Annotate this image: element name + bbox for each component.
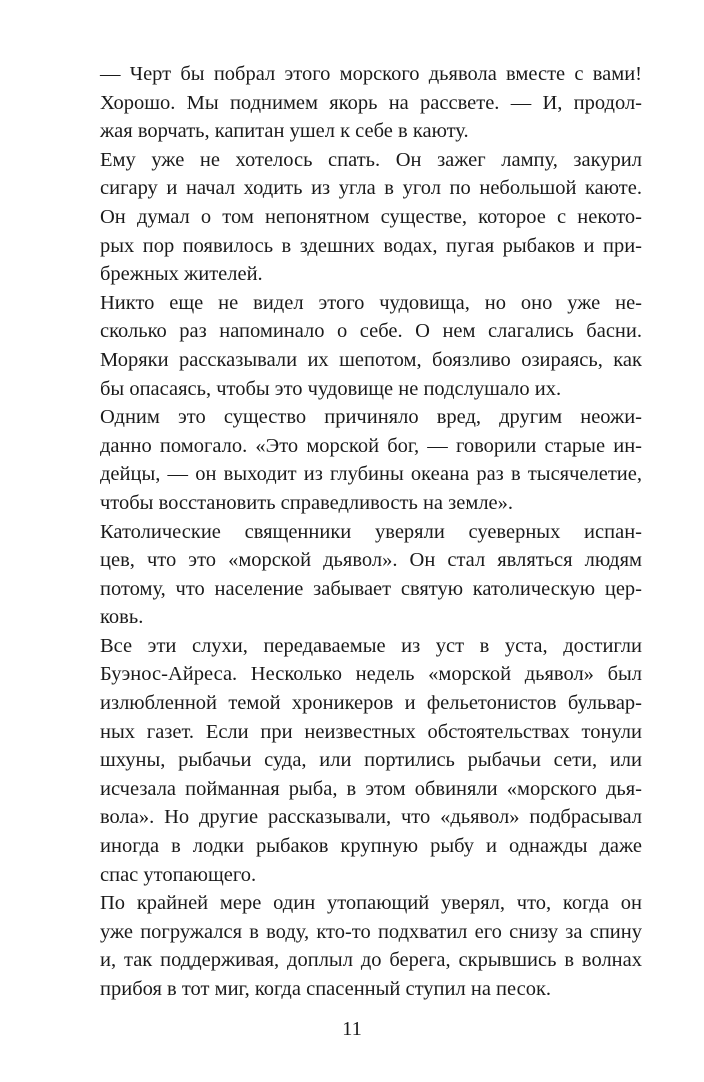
paragraph: [62, 146, 642, 289]
text-line: Он думал о том непонятном существе, которое с некото-: [100, 205, 642, 228]
text-line: исчезала пойманная рыба, в этом обвиняли «морского дья-: [100, 777, 642, 800]
text-line: ковь.: [100, 606, 144, 629]
text-line: Ему уже не хотелось спать. Он зажег лампу, закурил: [100, 148, 642, 171]
text-line: цев, что это «морской дьявол». Он стал являться людям: [100, 549, 642, 572]
text-line: сигару и начал ходить из угла в угол по небольшой каюте.: [100, 177, 642, 200]
text-line: Все эти слухи, передаваемые из уст в уста, достигли: [100, 634, 642, 657]
text-line: рых пор появилось в здешних водах, пугая рыбаков и при-: [100, 234, 642, 257]
text-line: Одним это существо причиняло вред, другим неожи-: [100, 406, 642, 429]
text-line: Моряки рассказывали их шепотом, боязливо озираясь, как: [100, 348, 642, 371]
text-line: Католические священники уверяли суеверных испан-: [100, 520, 642, 543]
text-line: По крайней мере один утопающий уверял, что, когда он: [100, 892, 642, 915]
page-body: [62, 60, 642, 1004]
text-line: жая ворчать, капитан ушел к себе в каюту.: [100, 120, 469, 143]
text-line: излюбленной темой хроникеров и фельетонистов бульвар-: [100, 692, 642, 715]
text-line: прибоя в тот миг, когда спасенный ступил на песок.: [100, 978, 552, 1000]
text-line: уже погружался в воду, кто-то подхватил его снизу за спину: [100, 920, 642, 943]
text-line: Никто еще не видел этого чудовища, но оно уже не-: [100, 291, 642, 314]
text-line: вола». Но другие рассказывали, что «дьявол» подбрасывал: [100, 806, 642, 829]
text-line: Хорошо. Мы поднимем якорь на рассвете. — И, продол-: [100, 91, 642, 114]
paragraph: [62, 403, 642, 517]
text-line: — Черт бы побрал этого морского дьявола вместе с вами!: [100, 63, 642, 85]
text-line: бы опасаясь, чтобы это чудовище не подслушало их.: [100, 377, 562, 400]
text-line: и, так поддерживая, доплыл до берега, скрывшись в волнах: [100, 949, 642, 972]
text-line: Буэнос-Айреса. Несколько недель «морской дьявол» был: [100, 663, 642, 686]
paragraph: [62, 889, 642, 1003]
paragraph: [62, 632, 642, 889]
text-line: чтобы восстановить справедливость на земле».: [100, 491, 514, 514]
paragraph: [62, 289, 642, 403]
text-line: спас утопающего.: [100, 863, 257, 886]
text-line: дейцы, — он выходит из глубины океана раз в тысячелетие,: [100, 463, 642, 486]
text-line: иногда в лодки рыбаков крупную рыбу и однажды даже: [100, 835, 642, 858]
paragraph: [62, 518, 642, 632]
text-line: сколько раз напоминало о себе. О нем слагались басни.: [100, 320, 642, 343]
text-line: ных газет. Если при неизвестных обстоятельствах тонули: [100, 720, 642, 743]
paragraph: [62, 60, 642, 146]
text-line: брежных жителей.: [100, 263, 263, 286]
text-line: данно помогало. «Это морской бог, — говорили старые ин-: [100, 434, 642, 457]
text-line: шхуны, рыбачьи суда, или портились рыбачьи сети, или: [100, 749, 642, 772]
text-line: потому, что население забывает святую католическую цер-: [100, 577, 642, 600]
page-number: 11: [342, 1018, 362, 1040]
